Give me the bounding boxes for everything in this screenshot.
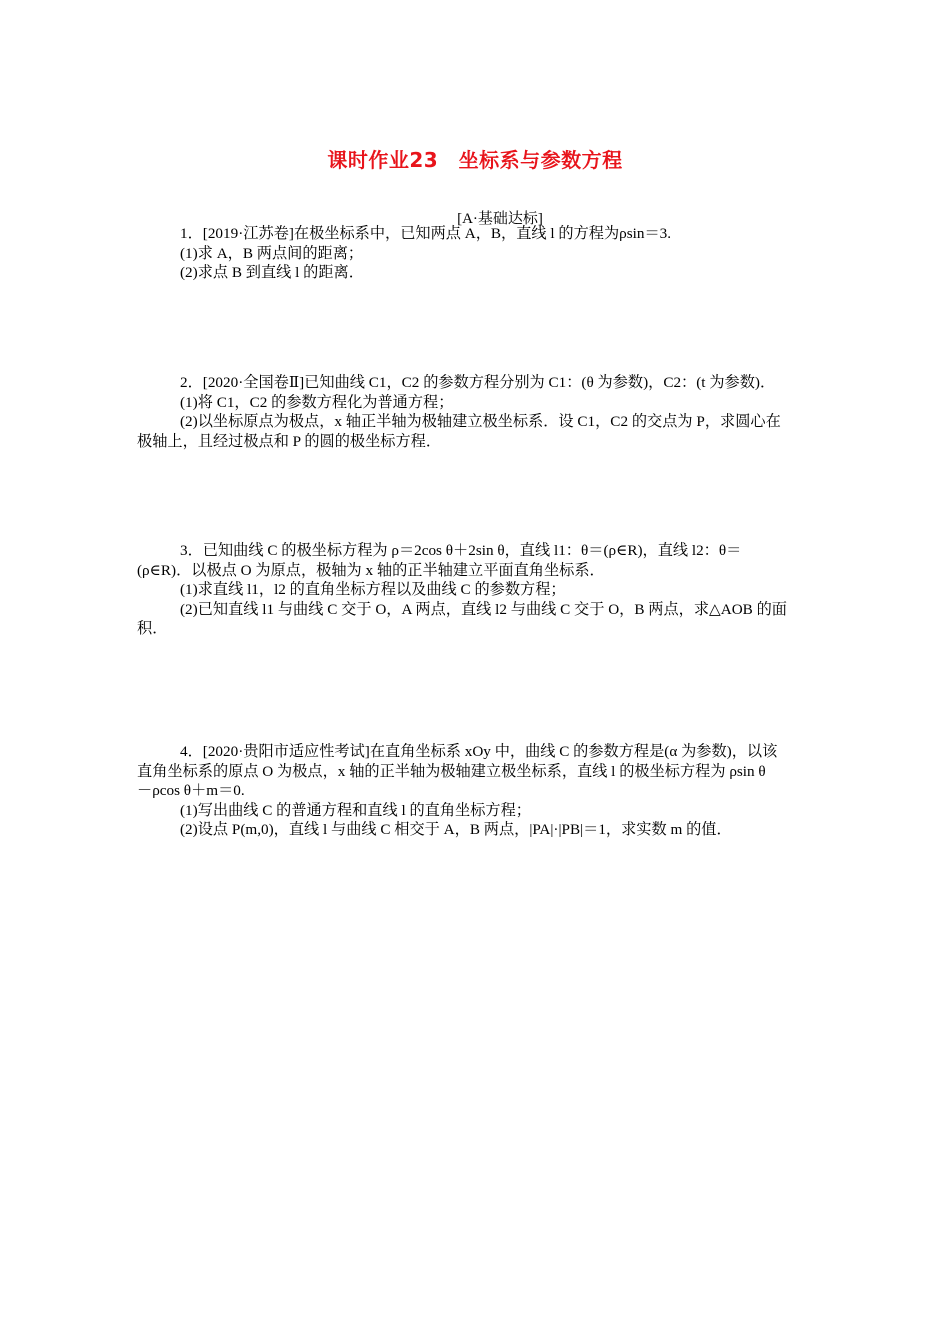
problem-2 (137, 373, 814, 451)
problem-4-stem-cont: 直角坐标系的原点 O 为极点，x 轴的正半轴为极轴建立极坐标系，直线 l 的极坐标方程为 ρsin θ (137, 762, 766, 780)
problem-4-part-1: (1)写出曲线 C 的普通方程和直线 l 的直角坐标方程； (180, 801, 531, 819)
problem-3-stem: 3．已知曲线 C 的极坐标方程为 ρ＝2cos θ＋2sin θ，直线 l1：θ＝(ρ∈R)，直线 l2：θ＝ (180, 542, 742, 559)
problem-4 (137, 742, 814, 840)
problem-1 (137, 224, 814, 283)
problem-1-part-2: (2)求点 B 到直线 l 的距离． (180, 264, 364, 281)
section-label: [A·基础达标] (457, 211, 543, 227)
problem-3-part-2: (2)已知直线 l1 与曲线 C 交于 O，A 两点，直线 l2 与曲线 C 交于 O，B 两点，求△AOB 的面 (180, 600, 787, 618)
problem-1-stem: 1．[2019·江苏卷]在极坐标系中，已知两点 A，B，直线 l 的方程为ρsin＝3. (180, 225, 672, 242)
problem-3-part-1: (1)求直线 l1，l2 的直角坐标方程以及曲线 C 的参数方程； (180, 581, 566, 598)
problem-2-part-1: (1)将 C1，C2 的参数方程化为普通方程； (180, 393, 454, 411)
problem-4-stem: 4．[2020·贵阳市适应性考试]在直角坐标系 xOy 中，曲线 C 的参数方程是(α 为参数)，以该 (180, 743, 778, 760)
problem-4-part-2: (2)设点 P(m,0)，直线 l 与曲线 C 相交于 A，B 两点，|PA|·|PB|＝1，求实数 m 的值． (180, 821, 732, 838)
problem-3-part-2-cont: 积． (137, 620, 168, 637)
problem-3 (137, 541, 814, 639)
problem-1-part-1: (1)求 A，B 两点间的距离； (180, 244, 364, 262)
page-title: 课时作业23 坐标系与参数方程 (327, 148, 623, 172)
problem-2-part-2: (2)以坐标原点为极点，x 轴正半轴为极轴建立极坐标系．设 C1，C2 的交点为 P，求圆心在 (180, 413, 781, 430)
problem-2-stem: 2．[2020·全国卷Ⅱ]已知曲线 C1，C2 的参数方程分别为 C1：(θ 为参数)，C2：(t 为参数)． (180, 374, 776, 391)
problem-4-stem-cont-2: －ρcos θ＋m＝0. (137, 782, 245, 799)
problem-2-part-2-cont: 极轴上，且经过极点和 P 的圆的极坐标方程． (137, 432, 442, 450)
problem-3-stem-cont: (ρ∈R)．以极点 O 为原点，极轴为 x 轴的正半轴建立平面直角坐标系． (137, 561, 605, 579)
